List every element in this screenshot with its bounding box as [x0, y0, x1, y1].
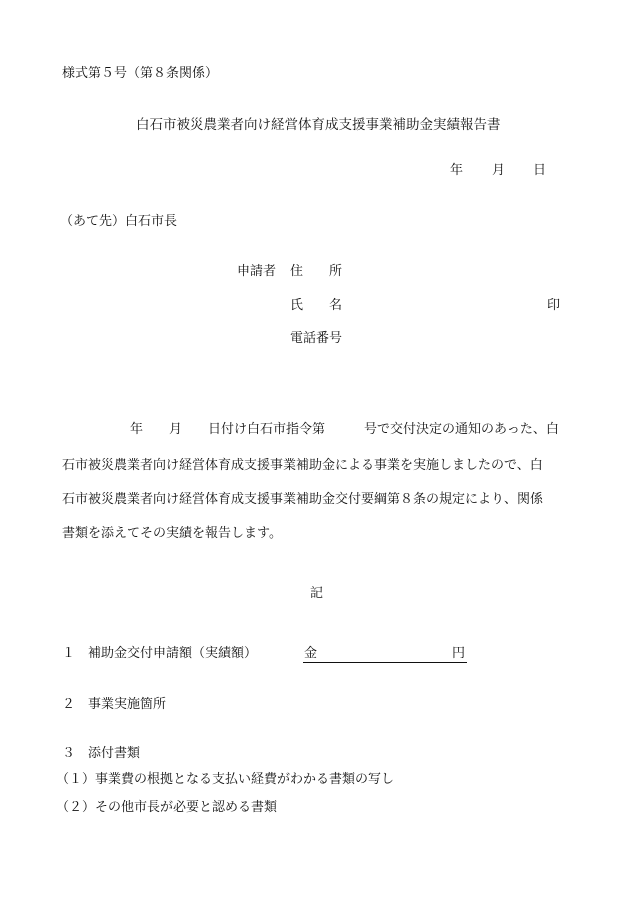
body-line: 年 月 日付け白石市指令第 号で交付決定の通知のあった、白 [130, 422, 559, 437]
body-line: 石市被災農業者向け経営体育成支援事業補助金による事業を実施しましたので、白 [62, 458, 543, 473]
seal-mark: 印 [547, 298, 561, 313]
amount-prefix: 金 [304, 646, 318, 661]
item-3-label: ３ 添付書類 [62, 746, 141, 761]
applicant-role: 申請者 [237, 264, 277, 279]
item-2-label: ２ 事業実施箇所 [62, 697, 167, 712]
date-month-label: 月 [492, 163, 506, 178]
body-line: 石市被災農業者向け経営体育成支援事業補助金交付要綱第８条の規定により、関係 [62, 492, 544, 507]
phone-label: 電話番号 [290, 331, 343, 346]
date-year-label: 年 [450, 163, 464, 178]
form-number: 様式第５号（第８条関係） [62, 66, 219, 81]
name-label: 氏 名 [290, 298, 343, 313]
record-mark: 記 [310, 586, 324, 601]
address-label: 住 所 [290, 264, 343, 279]
item-1-label: １ 補助金交付申請額（実績額） [62, 646, 258, 661]
document-title: 白石市被災農業者向け経営体育成支援事業補助金実績報告書 [136, 117, 501, 133]
amount-suffix: 円 [452, 646, 466, 661]
amount-field [303, 646, 467, 663]
addressee: （あて先）白石市長 [60, 214, 178, 229]
date-day-label: 日 [533, 163, 547, 178]
item-3-subitem: （１）事業費の根拠となる支払い経費がわかる書類の写し [56, 772, 395, 787]
body-line: 書類を添えてその実績を報告します。 [62, 526, 282, 541]
item-3-subitem: （２）その他市長が必要と認める書類 [56, 800, 278, 815]
